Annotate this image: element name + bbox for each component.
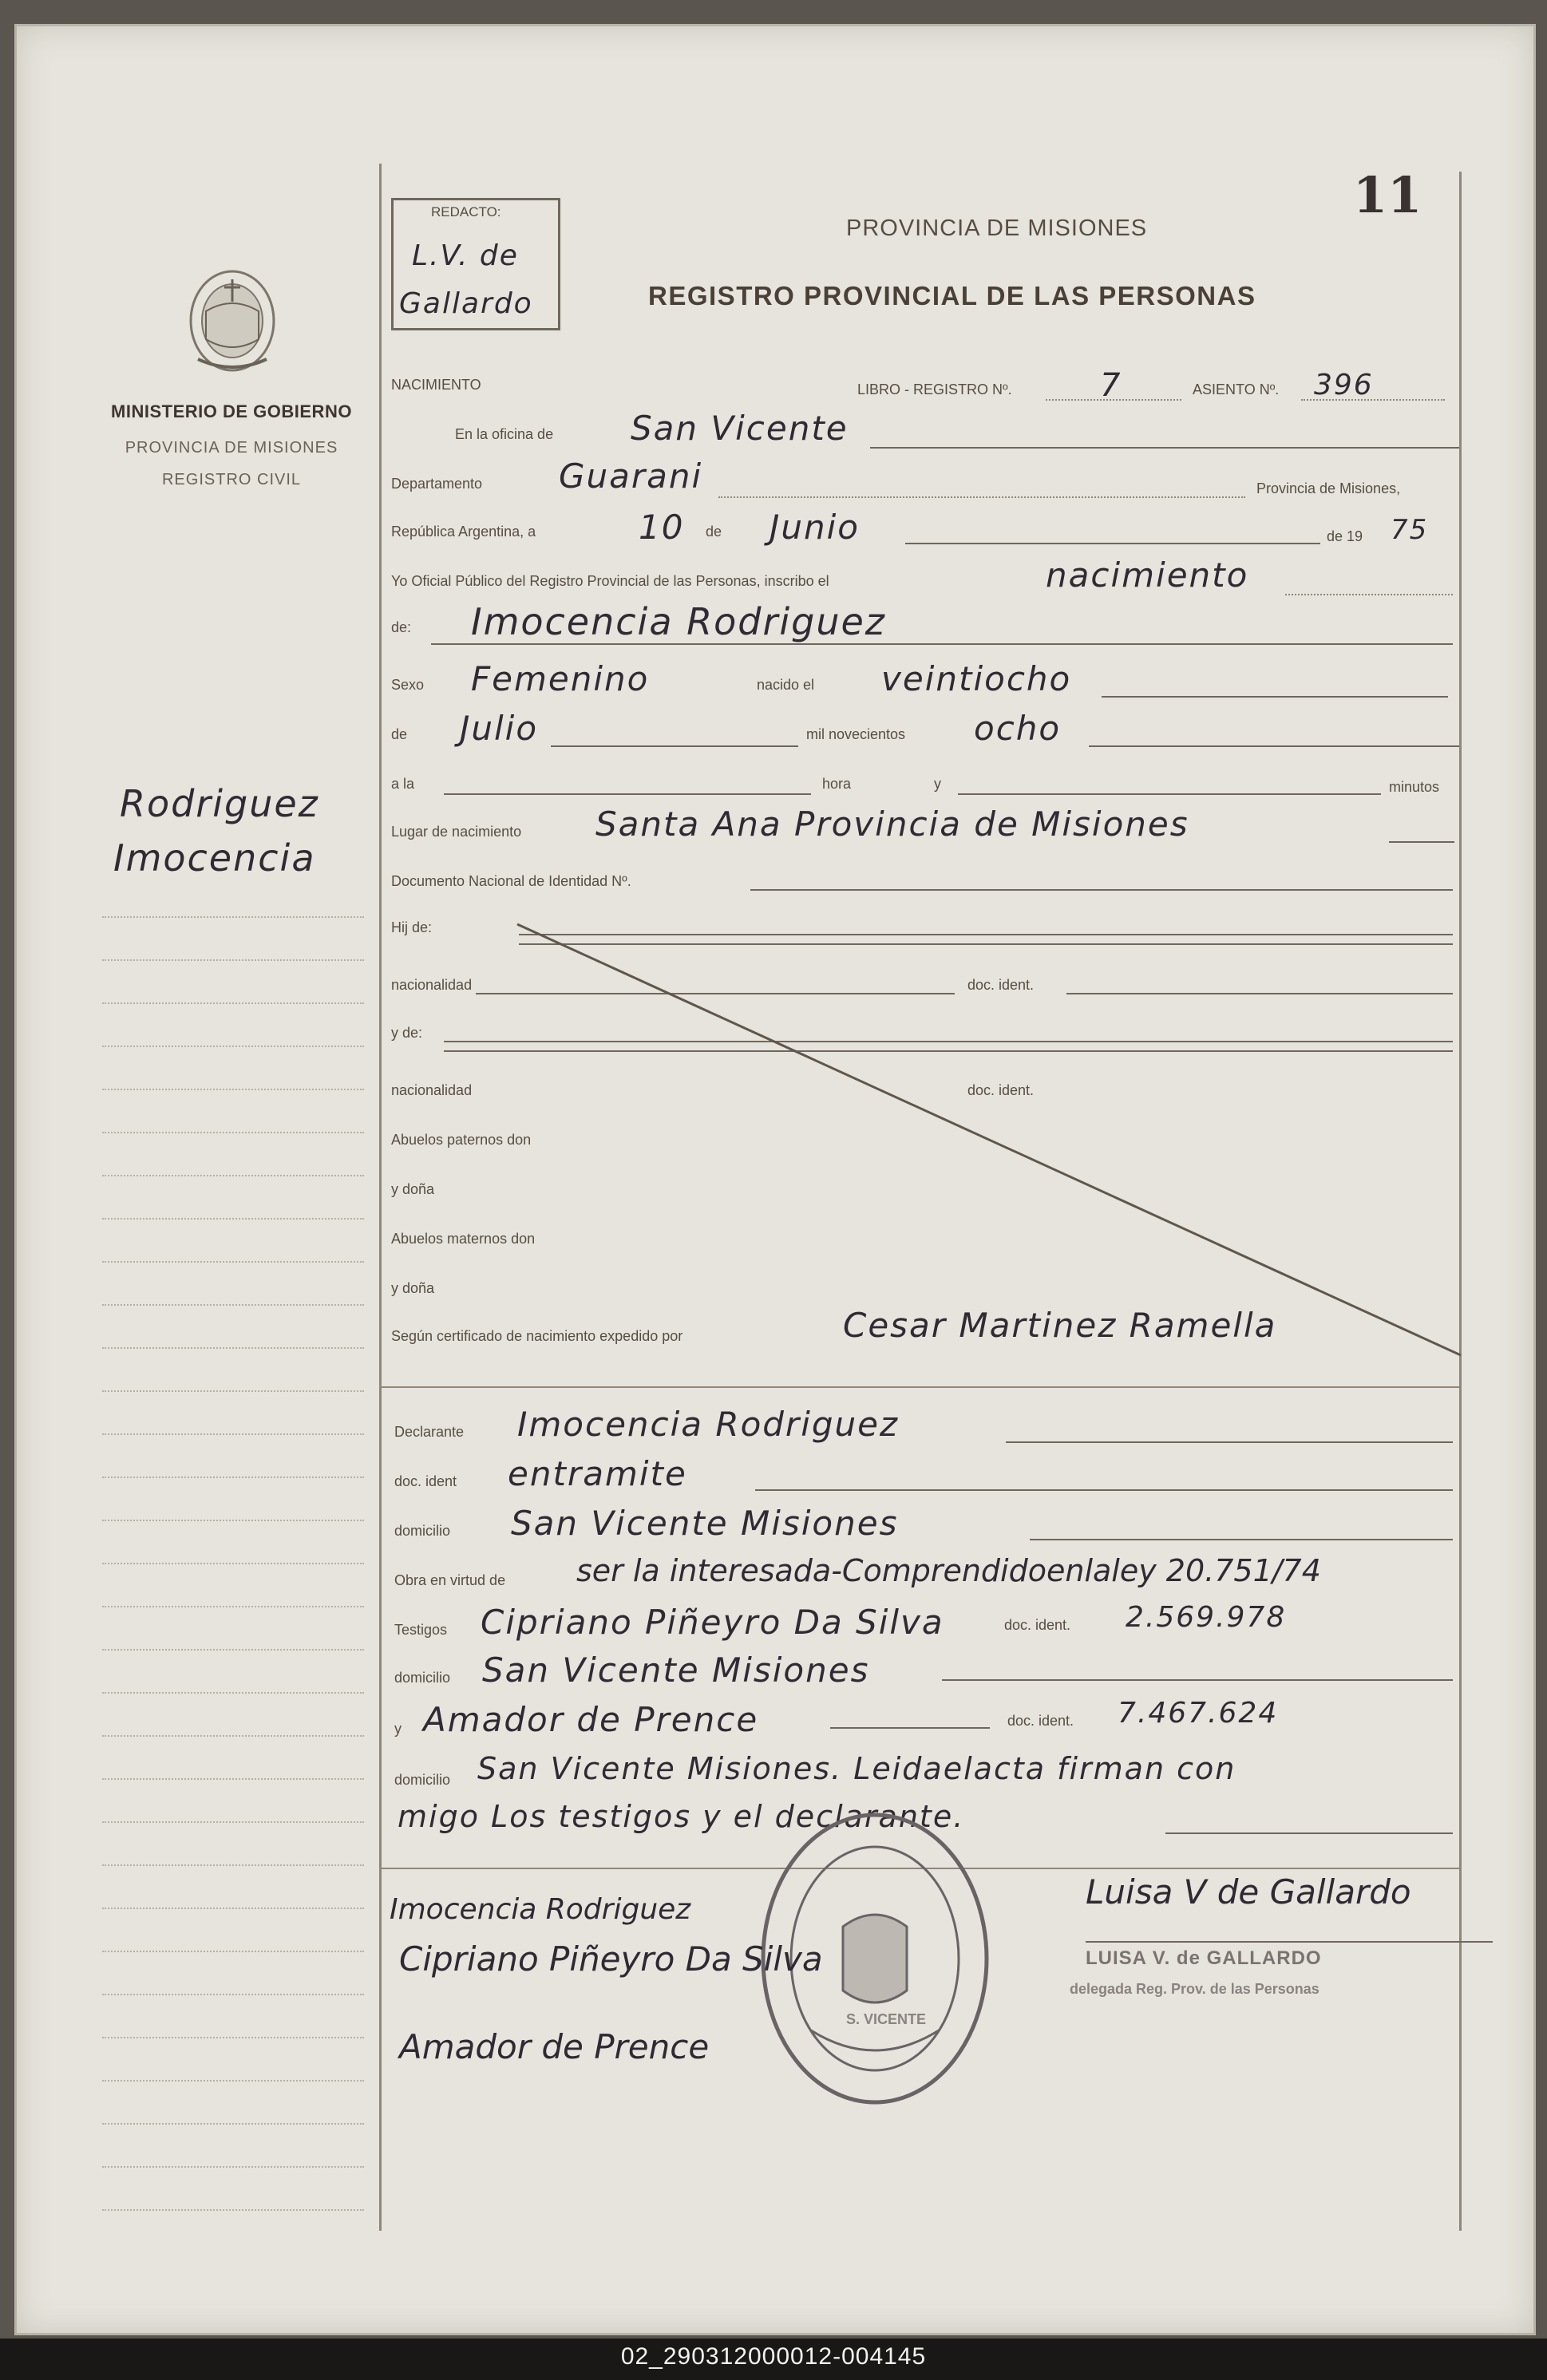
official-stamp-name: LUISA V. de GALLARDO bbox=[1086, 1947, 1322, 1969]
oficina-value: San Vicente bbox=[631, 409, 849, 448]
de-label: de bbox=[706, 524, 722, 540]
certificado-label: Según certificado de nacimiento expedido por bbox=[391, 1328, 683, 1344]
mes-line bbox=[905, 543, 1320, 544]
docident2-label: doc. ident. bbox=[967, 1082, 1035, 1098]
domicilio-decl-value: San Vicente Misiones bbox=[511, 1504, 899, 1543]
nacido-line bbox=[1102, 696, 1448, 698]
ydona1-label: y doña bbox=[391, 1181, 435, 1197]
nacionalidad1-label: nacionalidad bbox=[391, 977, 473, 993]
persona-line bbox=[431, 643, 1453, 645]
nacido-value: veintiocho bbox=[881, 659, 1072, 698]
testigo2-dom: San Vicente Misiones. Leidaelacta firman con bbox=[477, 1751, 1236, 1786]
obra-value: ser la interesada-Comprendidoenlaley 20.751/74 bbox=[576, 1553, 1321, 1588]
year-prefix: de 19 bbox=[1327, 528, 1363, 544]
testigo-y-label: y bbox=[394, 1721, 402, 1737]
testigo2-doc-label: doc. ident. bbox=[1007, 1713, 1074, 1729]
departamento-value: Guarani bbox=[559, 457, 703, 496]
official-stamp-role: delegada Reg. Prov. de las Personas bbox=[1070, 1981, 1320, 1997]
seal-subtext: S. VICENTE bbox=[846, 2011, 927, 2027]
provincia-suffix: Provincia de Misiones, bbox=[1256, 480, 1401, 496]
testigo2-doc: 7.467.624 bbox=[1118, 1697, 1279, 1730]
signature-official: Luisa V de Gallardo bbox=[1086, 1872, 1411, 1912]
signature-testigo2: Amador de Prence bbox=[399, 2027, 710, 2066]
footer-id: 02_290312000012-004145 bbox=[620, 2343, 927, 2370]
nacionalidad2-label: nacionalidad bbox=[391, 1082, 473, 1098]
sexo-label: Sexo bbox=[391, 677, 425, 693]
oficina-line bbox=[870, 447, 1459, 449]
persona-value: Imocencia Rodriguez bbox=[471, 600, 886, 643]
form-left-border bbox=[379, 164, 382, 2231]
asiento-value: 396 bbox=[1314, 369, 1374, 401]
libro-underline bbox=[1046, 399, 1181, 401]
abuelos-maternos-label: Abuelos maternos don bbox=[391, 1231, 536, 1247]
docident-decl-label: doc. ident bbox=[394, 1473, 457, 1489]
asiento-label: ASIENTO Nº. bbox=[1193, 382, 1280, 397]
libro-label: LIBRO - REGISTRO Nº. bbox=[857, 382, 1012, 397]
docident-decl-line bbox=[755, 1489, 1453, 1491]
ministry-line2: PROVINCIA DE MISIONES bbox=[125, 439, 338, 457]
official-signature-line bbox=[1086, 1941, 1493, 1943]
mes-value: Junio bbox=[770, 508, 860, 547]
provincial-emblem-icon bbox=[182, 263, 283, 383]
signature-testigo1: Cipriano Piñeyro Da Silva bbox=[399, 1939, 823, 1979]
ala-line bbox=[444, 793, 811, 795]
strike-through-line bbox=[511, 918, 1469, 1365]
y-label: y bbox=[934, 776, 941, 792]
mil-label: mil novecientos bbox=[806, 726, 906, 742]
declarante-line bbox=[1006, 1441, 1453, 1443]
testigo1-doc: 2.569.978 bbox=[1126, 1601, 1287, 1634]
ala-label: a la bbox=[391, 776, 415, 792]
mes-nac-line bbox=[551, 745, 798, 747]
lugar-value: Santa Ana Provincia de Misiones bbox=[595, 805, 1189, 844]
lugar-line bbox=[1389, 841, 1454, 843]
departamento-label: Departamento bbox=[391, 476, 483, 492]
declarante-label: Declarante bbox=[394, 1424, 465, 1440]
lugar-label: Lugar de nacimiento bbox=[391, 824, 522, 840]
de2-label: de bbox=[391, 726, 408, 742]
testigo1-dom-line bbox=[942, 1679, 1453, 1681]
testigos-label: Testigos bbox=[394, 1622, 448, 1638]
section-label: NACIMIENTO bbox=[391, 377, 481, 393]
testigo2-name-line bbox=[830, 1727, 990, 1729]
republica-label: República Argentina, a bbox=[391, 524, 536, 540]
registry-title: REGISTRO PROVINCIAL DE LAS PERSONAS bbox=[648, 281, 1256, 310]
margin-given-name: Imocencia bbox=[113, 836, 316, 880]
acto-line bbox=[1285, 594, 1453, 595]
ydona2-label: y doña bbox=[391, 1280, 435, 1296]
testigo1-dom-label: domicilio bbox=[394, 1670, 451, 1686]
testigo1-doc-label: doc. ident. bbox=[1004, 1617, 1071, 1633]
yde-label: y de: bbox=[391, 1025, 423, 1041]
dni-line bbox=[750, 889, 1453, 891]
year-value: 75 bbox=[1391, 514, 1429, 546]
nacido-label: nacido el bbox=[757, 677, 815, 693]
hijo-label: Hij de: bbox=[391, 919, 433, 935]
domicilio-decl-line bbox=[1030, 1539, 1453, 1540]
oficial-text: Yo Oficial Público del Registro Provincial de las Personas, inscribo el bbox=[391, 573, 829, 589]
minutos-label: minutos bbox=[1389, 779, 1440, 795]
testigo2-dom-label: domicilio bbox=[394, 1772, 451, 1788]
section-divider-1 bbox=[382, 1386, 1461, 1388]
minutos-line bbox=[958, 793, 1381, 795]
margin-surname: Rodriguez bbox=[120, 782, 319, 825]
anio-nac-line bbox=[1089, 745, 1459, 747]
declarante-value: Imocencia Rodriguez bbox=[517, 1405, 900, 1444]
acto-value: nacimiento bbox=[1046, 555, 1249, 595]
abuelos-paternos-label: Abuelos paternos don bbox=[391, 1132, 532, 1148]
cierre-line bbox=[1165, 1832, 1453, 1834]
page-number: 11 bbox=[1353, 166, 1422, 224]
redacto-label: REDACTO: bbox=[431, 204, 501, 219]
obra-label: Obra en virtud de bbox=[394, 1572, 506, 1588]
asiento-underline bbox=[1301, 399, 1445, 401]
testigo1-dom: San Vicente Misiones bbox=[482, 1651, 870, 1690]
hora-label: hora bbox=[822, 776, 852, 792]
oficina-label: En la oficina de bbox=[455, 426, 554, 442]
cierre-text: migo Los testigos y el declarante. bbox=[398, 1799, 965, 1834]
signature-declarante: Imocencia Rodriguez bbox=[390, 1893, 691, 1926]
ministry-line3: REGISTRO CIVIL bbox=[161, 471, 302, 488]
ministry-line1: MINISTERIO DE GOBIERNO bbox=[111, 401, 352, 421]
domicilio-decl-label: domicilio bbox=[394, 1523, 451, 1539]
province-title: PROVINCIA DE MISIONES bbox=[846, 215, 1148, 241]
sexo-value: Femenino bbox=[471, 659, 650, 698]
de-persona-label: de: bbox=[391, 619, 412, 635]
testigo1-name: Cipriano Piñeyro Da Silva bbox=[481, 1603, 944, 1642]
departamento-line bbox=[718, 496, 1245, 498]
testigo2-name: Amador de Prence bbox=[423, 1700, 759, 1739]
docident1-label: doc. ident. bbox=[967, 977, 1035, 993]
redacto-line2: Gallardo bbox=[399, 287, 533, 320]
dni-label: Documento Nacional de Identidad Nº. bbox=[391, 873, 631, 889]
certificado-value: Cesar Martinez Ramella bbox=[843, 1306, 1277, 1345]
libro-value: 7 bbox=[1100, 367, 1122, 404]
mes-nac-value: Julio bbox=[460, 709, 539, 748]
redacto-line1: L.V. de bbox=[412, 239, 519, 272]
dia-value: 10 bbox=[639, 508, 685, 547]
docident-decl-value: entramite bbox=[508, 1454, 687, 1493]
anio-nac-value: ocho bbox=[974, 709, 1062, 748]
